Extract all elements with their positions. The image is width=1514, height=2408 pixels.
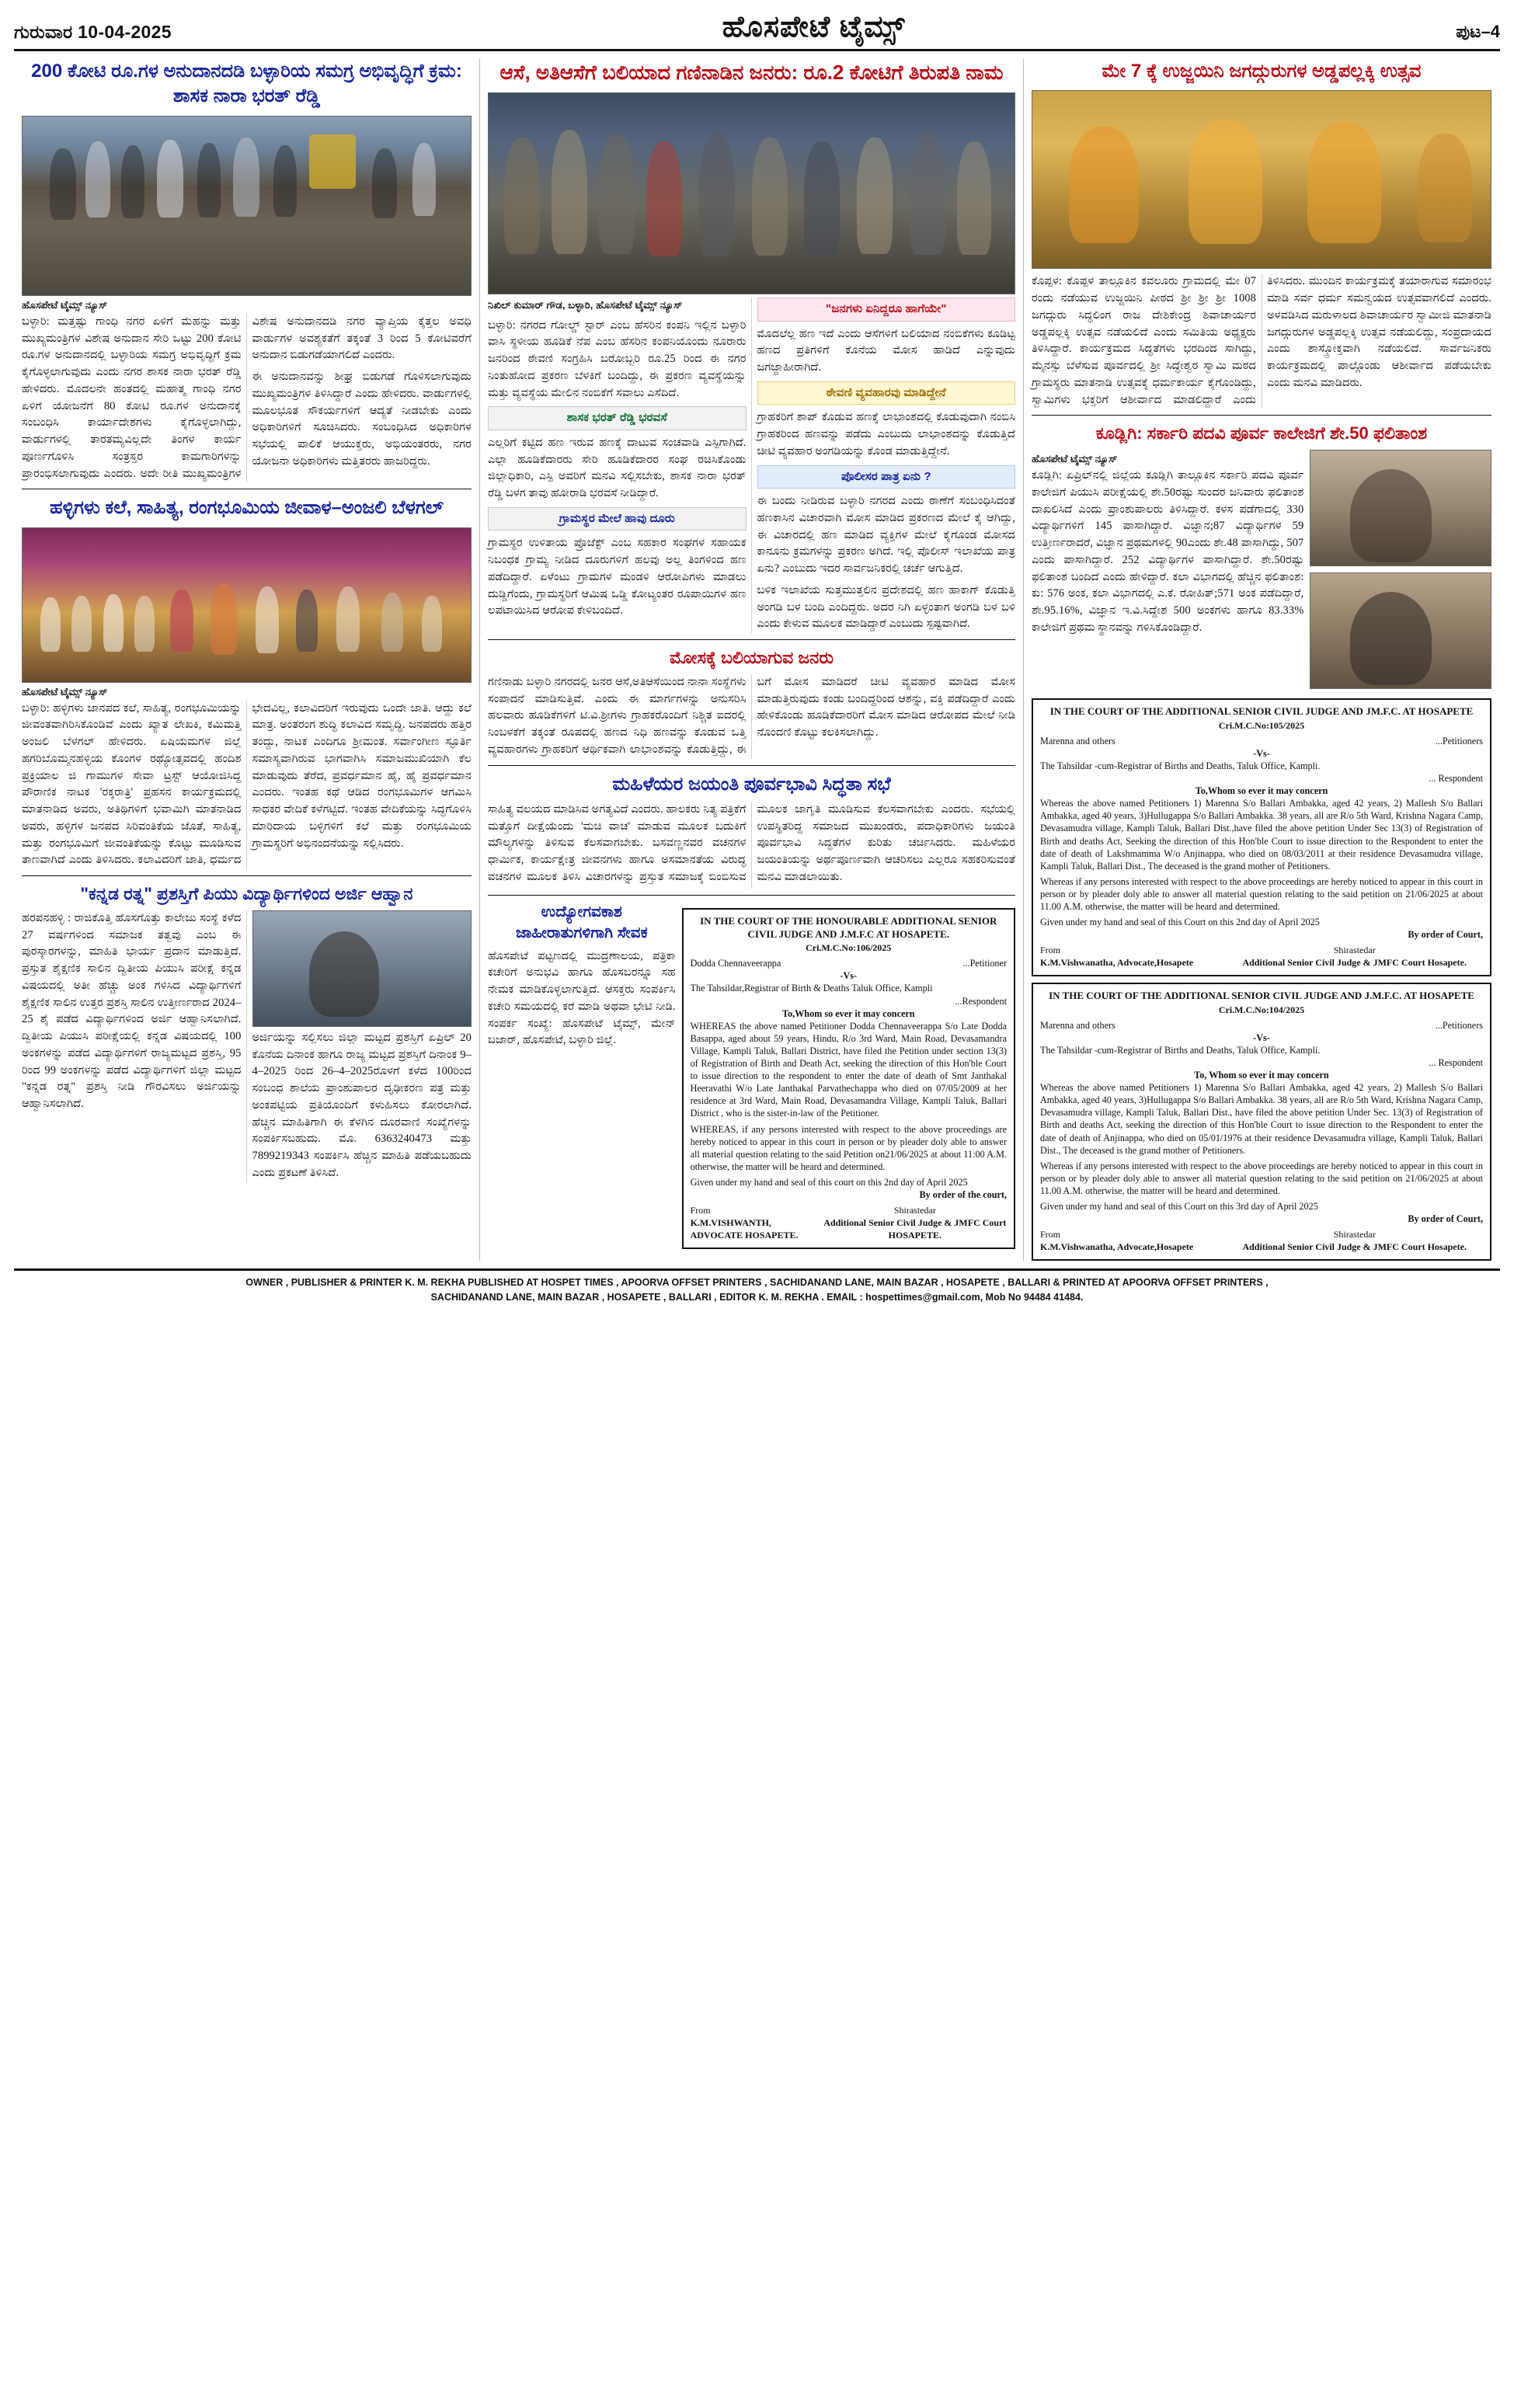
article-paragraph: ಈ ಅನುದಾನವನ್ನು ಶೀಘ್ರ ಬಿಡುಗಡೆ ಗೊಳಿಸಲಾಗುವುದು ಮುಖ್ಯಮಂತ್ರಿಗಳ ತಿಳಿಸಿದ್ದಾರೆ ಎಂದು ಹೇಳಿದರು. ವಾರ್ಡುಗಳಲ್ಲಿ ಮೂಲಭೂತ ಸೌಕರ್ಯಗಳಿಗೆ ಆದ್ಯತೆ ನೀಡಬೇಕು ಎಂದು ಅಧಿಕಾರಿಗಳಿಗೆ ಸೂಚಿಸಿದರು. ಸಂಬಂಧಿಸಿದ ಅಧಿಕಾರಿಗಳ ಸಭೆಯಲ್ಲಿ ಪಾಲಿಕೆ ಆಯುಕ್ತರು, ಅಭಿಯಂತರರು, ನಗರ ಯೋಜನಾ ಅಧಿಕಾರಿಗಳು ಮತ್ತಿತರರು ಹಾಜರಿದ್ದರು. [252,371,472,468]
notice-signature-block [1040,1229,1483,1254]
subhead-mla-assurance: ಶಾಸಕ ಭರತ್ ರೆಡ್ಡಿ ಭರವಸೆ [488,406,747,430]
classified-body: ಹೊಸಪೇಟೆ ಪಟ್ಟಣದಲ್ಲಿ ಮುದ್ರಣಾಲಯ, ಪತ್ರಿಕಾ ಕಚೇರಿಗೆ ಅನುಭವಿ ಹಾಗೂ ಹೊಸಬರನ್ನೂ ಸಹ ನೇಮಕ ಮಾಡಿಕೊಳ್ಳಲಾಗುತ್ತಿದೆ. ಆಸಕ್ತರು ಸಂಪರ್ಕಿಸಿ ಕಚೇರಿ ಸಮಯದಲ್ಲಿ ಕರೆ ಮಾಡಿ ಅಥವಾ ಭೇಟಿ ನೀಡಿ. ಸಂಪರ್ಕ ಸಂಖ್ಯೆ: ಹೊಸಪೇಟೆ ಟೈಮ್ಸ್, ಮೇನ್ ಬಜಾರ್, ಹೊಸಪೇಟೆ, ಬಳ್ಳಾರಿ ಜಿಲ್ಲೆ. [488,949,676,1047]
page-number: ಪುಟ–4 [1456,22,1500,41]
byline-col1-second: ಹೊಸಪೇಟೆ ಟೈಮ್ಸ್ ನ್ಯೂಸ್ [22,685,108,698]
article-body-kannada-ratna [22,910,472,1182]
article-paragraph: ಗ್ರಾಹಕರಿಗೆ ಶಾಪ್ ಕೊಡುವ ಹಣಕ್ಕೆ ಲಾಭಾಂಶದಲ್ಲಿ ಕೊಡುವುದಾಗಿ ನಂಬಿಸಿ ಗ್ರಾಹಕರಿಂದ ಹಣವನ್ನು ಪಡೆದು ಎಂಬುದು ಲಾಭಾಂಶದನ್ನು ಕೊಡುತ್ತಿದೆ ಚೀಟಿ ವ್ಯವಹಾರ ಅಂಗಡಿಯನ್ನು ಕೊಂಡ ಮಾಡುತ್ತಿದ್ದೇನೆ. [757,411,1015,458]
subhead-deposit-business: ಠೇವಣಿ ವ್ಯವಹಾರವು ಮಾಡಿದ್ದೇನೆ [757,381,1016,405]
notice-shirastedar: Shirastedar [1333,1229,1376,1241]
notice-shirastedar: Shirastedar [893,1205,936,1216]
classified-subtitle: ಜಾಹೀರಾತುಗಳಿಗಾಗಿ ಸೇವಕ [515,924,648,941]
notice-respondent: The Tahsildar -cum-Registrar of Births and Deaths, Taluk Office, Kampli. [1040,1044,1321,1056]
headline-jayanti-meeting: ಮಹಿಳೆಯರ ಜಯಂತಿ ಪೂರ್ವಭಾವಿ ಸಿದ್ಧತಾ ಸಭೆ [612,773,891,795]
photo-student-boy [1310,572,1491,689]
notice-body-3: Given under my hand and seal of this court on this 2nd day of April 2025 [690,1176,968,1188]
photo-figures [23,117,471,295]
article-body-victims [488,674,1015,759]
article-body-pallakki [1032,273,1491,409]
notice-title: IN THE COURT OF THE HONOURABLE ADDITIONAL SENIOR CIVIL JUDGE AND J.M.F.C AT HOSAPETE. [700,914,997,940]
footer-line-2: SACHIDANAND LANE, MAIN BAZAR , HOSAPETE , BALLARI , EDITOR K. M. REKHA . EMAIL : hospettimes@gmail.com, Mob No 94484 41484. [430,1291,1084,1303]
notice-petitioner-name: Marenna and others [1040,1019,1115,1031]
notice-advocate: K.M.VISHWANTH, ADVOCATE HOSAPETE. [690,1216,799,1241]
notice-advocate: K.M.Vishwanatha, Advocate,Hosapete [1040,1241,1194,1252]
divider [1032,415,1491,416]
photo-figures [1310,573,1491,688]
notice-signature-block [1040,945,1483,969]
photo-figures [1310,451,1491,565]
notice-petitioner [691,957,1007,969]
article-paragraph: ಬಳಿಕ ಇಲಾಖೆಯ ಸುತ್ತಮುತ್ತಲಿನ ಪ್ರದೇಶದಲ್ಲಿ ಹಣ ಹಾಕಾಗ್ ಕೊಡುತ್ತಿ ಅಂಗಡಿ ಬಳ ಬಂದಿ ಎಂದಿದ್ದರು. ಅದರ ನಿಗಿ ಏಳ್ಳಂತಾಗ ಅಂಗಡಿ ಬಳ ಬಳಿ ಎಂದು ಕೇಳುವ ಮೂಲಕ ಮಾಡಿದ್ದಾರೆ ಎಂಬುದು ಸ್ಪಷ್ಟವಾಗಿದೆ. [757,583,1015,631]
photo-stage-event [22,527,472,683]
notice-body: Whereas the above named Petitioners 1) Marenna S/o Ballari Ambakka, aged 42 years, 2) Mallesh S/o Ballari Ambakka, aged 40 years, 3)Hullugappa S/o Ballari Ambakka. 38 years, all are R/o 5th Ward, Krishna Nagara Camp, Devasamudra village, Kampli Taluk, Ballari Dist., have filed the above petition Under Sec. 13(3) of Registration of Birth and deaths Act, seeking the direction of this Hon'ble Court to issue direction to the Respondent to enter the date of death of Anjinappa, who died on 05/01/1976 at their residence Devasamudra village, Kampli Taluk, Ballari Dist., The deceased is the grand mother of Petitioners. [1040,1082,1483,1156]
byline-col3: ಹೊಸಪೇಟೆ ಟೈಮ್ಸ್ ನ್ಯೂಸ್ [1032,453,1118,465]
notice-from: From [1040,1229,1061,1241]
notice-judge-title: Additional Senior Civil Judge & JMFC Court Hosapete. [1242,1241,1467,1252]
photo-road-work [22,116,472,296]
headline-kudligi-result: ಕೂಡ್ಲಿಗಿ: ಸರ್ಕಾರಿ ಪದವಿ ಪೂರ್ವ ಕಾಲೇಜಿಗೆ ಶೇ.50 ಫಲಿತಾಂಶ [1095,423,1428,444]
subhead-police-role: ಪೊಲೀಸರ ಪಾತ್ರ ಏನು ? [757,465,1016,489]
article-body-kudligi: ಕೂಡ್ಲಿಗಿ: ಏಪ್ರಿಲ್‌ನಲ್ಲಿ ಜಿಲ್ಲೆಯ ಕೂಡ್ಲಿಗಿ ತಾಲ್ಲೂಕಿನ ಸರ್ಕಾರಿ ಪದವಿ ಪೂರ್ವ ಕಾಲೇಜಿಗೆ ಪಿಯುಸಿ ಪರೀಕ್ಷೆಯಲ್ಲಿ ಶೇ.50ರಷ್ಟು ಸುಂದರ ಜನಿವಾರು ಫಲಿತಾಂಶ ದಾಖಲಿಸಿದೆ ಎಂದು ಪ್ರಾಂಶುಪಾಲರು ತಿಳಿಸಿದ್ದಾರೆ. ಕಳಸ ಪಡೆಗಾದಲ್ಲಿ 330 ವಿದ್ಯಾರ್ಥಿಗಳಿಗೆ 145 ಪಾಸಾಗಿದ್ದಾರೆ. ವಿಜ್ಞಾನ;87 ವಿದ್ಯಾರ್ಥಿಗಳ 59 ಉತ್ತೀರ್ಣರಾದರೆ, ವಿಜ್ಞಾನ ಪ್ರಥಮಗಳಲ್ಲಿ 90ಎಂದು ಶೇ.48 ಪಾಸಾಗಿದ್ದು, 507 ಎಂದು ಪಾಸಾಗಿದ್ದಾರೆ. 252 ವಿದ್ಯಾರ್ಥಿಗಳ ಪಾಸಾಗಿದ್ದಾರೆ. ಶೇ.50ರಷ್ಟು ಫಲಿತಾಂಶ ಬಂದಿದೆ ಎಂದು ಹೇಳಿದ್ದಾರೆ. ಕಲಾ ವಿಭಾಗದಲ್ಲಿ ಹೆಚ್ಚಿನ ಫಲಿತಾಂಶ: ಕು: 576 ಅಂಕ, ಕಲಾ ವಿಭಾಗದಲ್ಲಿ ಎ.ಕೆ. ರೋಹಿತ್;571 ಅಂಕ ಪಡೆದಿದ್ದಾರೆ, ಶೇ.95.16%, ವಿಜ್ಞಾನ ಇ.ವಿ.ಸಿದ್ದೇಶ 500 ಅಂಕಗಳು ಹಾಗೂ 83.33% ಕಾಲೇಜಿಗೆ ಪ್ರಥಮ ಸ್ಥಾನವನ್ನು ಗಳಿಸಿಕೊಂಡಿದ್ದಾರೆ. [1032,469,1304,634]
column-center [480,59,1024,1261]
photo-seers [1032,90,1491,269]
notice-court-block [823,1205,1007,1241]
page-columns [14,59,1500,1261]
notice-towhom: To, Whom so ever it may concern [1194,1070,1329,1081]
article-body-bellary-grant [22,314,472,483]
article-paragraph: ಮೊದಲೆಲ್ಲ ಹಣ ಇದೆ ಎಂದು ಆಸೆಗಳಿಗೆ ಬಲಿಯಾದ ನಂಬಿಕೆಗಳು ಕೂಡಿಟ್ಟ ಹಣದ ಪ್ರತಿಗಳಿಗೆ ಕೊನೆಯ ಮೋಸ ಹಾಡಿದೆ ಎನ್ನುವುದು ಜಗಜ್ಜಾಹೀರಾಗಿದೆ. [757,327,1015,374]
article-body-jayanti [488,802,1015,889]
photo-student-girl [1310,450,1491,566]
column-right [1024,59,1499,1261]
notice-respondent-tag: ...Respondent [955,995,1007,1007]
article-paragraph: ಬಳ್ಳಾರಿ: ಮತ್ತಷ್ಟು ಗಾಂಧಿ ನಗರ ಏಳಿಗೆ ಮೆಹನ್ನು ಮತ್ತು ಮುಖ್ಯಮಂತ್ರಿಗಳ ವಿಶೇಷ ಅನುದಾನ ಸೇರಿ ಒಟ್ಟು 200 ಕೋಟಿ ರೂ.ಗಳ ಅನುದಾನದಲ್ಲಿ ಬಳ್ಳಾರಿಯ ಸಮಗ್ರ ಅಭಿವೃದ್ಧಿಗೆ ಕ್ರಮ ಕೈಗೊಳ್ಳಲಾಗುವುದು ಎಂದು ನಗರ ಶಾಸಕ ನಾರಾ ಭರತ್ ರೆಡ್ಡಿ ಹೇಳಿದರು. ಮೊದಲನೇ ಹಂತದಲ್ಲಿ ಮಹಾತ್ಮ ಗಾಂಧಿ ನಗರ ಏಳಿಗೆ ಯೋಜನೆಗೆ 80 ಕೋಟಿ ರೂ.ಗಳ ಅನುದಾನಕ್ಕೆ ಸಂಬಂಧಿಸಿ ಕಾರ್ಯಾದೇಶಗಳು ಕೈಗೊಳ್ಳಲಾಗಿದ್ದು, ವಾರ್ಡುಗಳಲ್ಲಿ ತಾರತಮ್ಯವಿಲ್ಲದೇ ತಿಂಗಳ ಕಾರ್ಯ ಪೂರ್ಣಗೊಳಿಸಿ ಸಂತ್ರಸ್ತರ ಕಾಮಗಾರಿಗಳನ್ನು ಪ್ರಾರಂಭಿಸಲಾಗುವುದು ಎಂದರು. ಅದೇ ರೀತಿ ಮುಖ್ಯಮಂತ್ರಿಗಳ ವಿಶೇಷ ಅನುದಾನದಡಿ ನಗರ ವ್ಯಾಪ್ತಿಯ ಕೈತ್ತಲ ಅವಧಿ ವಾರ್ಡುಗಳ ಅವಶ್ಯಕತೆಗೆ ತಕ್ಕಂತೆ 3 ರಿಂದ 5 ಕೋಟಿವರೆಗೆ ಅನುದಾನ ಬಿಡುಗಡೆಯಾಗಲಿದೆ ಎಂದರು. [22,315,472,480]
divider [488,639,1015,640]
article-paragraph: ಕೊಪ್ಪಳ: ಕೊಪ್ಪಳ ತಾಲ್ಲೂಕಿನ ಕವಲೂರು ಗ್ರಾಮದಲ್ಲಿ ಮೇ 07 ರಂದು ನಡೆಯುವ ಉಜ್ಜಯಿನಿ ಪೀಠದ ಶ್ರೀ ಶ್ರೀ ಶ್ರೀ 1008 ಜಗದ್ಗುರು ಸಿದ್ಧಲಿಂಗ ರಾಜ ದೇಶಿಕೇಂದ್ರ ಶಿವಾಚಾರ್ಯರ ಅಡ್ಡಪಲ್ಲಕ್ಕಿ ಉತ್ಸವ ನಡೆಯಲಿದೆ ಎಂದು ಸಮಿತಿಯ ಅಧ್ಯಕ್ಷರು ತಿಳಿಸಿದ್ದಾರೆ. ಕಾರ್ಯಕ್ರಮದ ಸಿದ್ಧತೆಗಳು ಭರದಿಂದ ಸಾಗಿದ್ದು, ಮೈನಸ್ಸು ಬೆಳೆಸುವ ಪೂರ್ವದಲ್ಲಿ ಶ್ರೀ ಸಿದ್ಧೇಶ್ವರ ಸ್ವಾಮಿ ಮಠದ ಗ್ರಾಮಸ್ಥರು ಮಾತನಾಡಿ ಉತ್ಸವಕ್ಕೆ ಧರ್ಮಕಾರ್ಯ ಕೈಗೊಂಡಿದ್ದು, ಸ್ವಾಮಿಗಳು ಭಕ್ತರಿಗೆ ಆಶೀರ್ವಾದ ಮಾಡಲಿದ್ದಾರೆ ಎಂದು ತಿಳಿಸಿದರು. ಮುಂದಿನ ಕಾರ್ಯಕ್ರಮಕ್ಕೆ ತಯಾರಾಗುವ ಸಮಾರಂಭ ಮಾಡಿ ಸರ್ವ ಧರ್ಮ ಸಮನ್ವಯದ ಉತ್ಸವವಾಗಲಿದೆ ಎಂದರು. ಅಳವಡಿಸಿದ ಮರುಳಾಲದ ಶಿವಾಚಾರ್ಯರ ಸ್ವಾಮೀಜಿ ಮಾತನಾಡಿ ಜಗದ್ಗುರುಗಳ ಅಡ್ಡಪಲ್ಲಕ್ಕಿ ಉತ್ಸವ ನಡೆಯಲಿದ್ದು, ಸಂಪ್ರದಾಯದ ಎಂದು ಶಾಸ್ತ್ರೋಕ್ತವಾಗಿ ನಡೆಯಲಿದೆ. ಸಾರ್ವಜನಿಕರು ಕಾರ್ಯಕ್ರಮದಲ್ಲಿ ಪಾಲ್ಗೊಂಡು ಆಶೀರ್ವಾದ ಪಡೆಯಬೇಕು ಎಂದು ಮನವಿ ಮಾಡಿದರು. [1032,275,1491,406]
notice-judge-title: Additional Senior Civil Judge & JMFC Court Hosapete. [1242,957,1467,969]
notice-vs: -Vs- [1253,747,1270,759]
page-footer [14,1268,1500,1305]
headline-fraud-story: ಆಸೆ, ಅತಿಆಸೆಗೆ ಬಲಿಯಾದ ಗಣಿನಾಡಿನ ಜನರು: ರೂ.2 ಕೋಟಿಗೆ ತಿರುಪತಿ ನಾಮ [499,61,1004,84]
headline-victims: ಮೋಸಕ್ಕೆ ಬಲಿಯಾಗುವ ಜನರು [669,648,834,668]
notice-petitioner [1040,1019,1483,1032]
notice-case-no: Cri.M.C.No:104/2025 [1218,1004,1305,1015]
article-paragraph: ಹರಪನಹಳ್ಳಿ : ರಾಜಿಕೊತ್ತಿ ಹೊಸಗೊತ್ತು ಕಾಲೇಜು ಸಂಸ್ಥೆ ಕಳೆದ 27 ವರ್ಷಗಳಿಂದ ಸಮಾಜಕ ತತ್ವವು ಎಂಬ ಈ ಪುರಸ್ಕಾರಗಳನ್ನು, ಮಾಹಿತಿ ಭಾರ್ಯ ಪ್ರದಾನ ಮಾಡುತ್ತಿದೆ. ಪ್ರಸ್ತುತ ಶೈಕ್ಷಣಿಕ ಸಾಲಿನ ದ್ವಿತೀಯ ಪಿಯುಸಿ ಪರೀಕ್ಷೆ ಕನ್ನಡ ವಿಷಯದಲ್ಲಿ ಅತೀ ಹೆಚ್ಚು ಅಂಕ ಗಳಿಸಿದ ವಿದ್ಯಾರ್ಥಿಗಳಿಗೆ ಶೈಕ್ಷಣಿಕ ಸಾಲಿನ ಉತ್ತರ ಪ್ರಶಸ್ತಿ ಸಾಲಿನ ಉತ್ತೀರ್ಣರಾದ 2024–25 ಶೈ ಪಡೆದ ವಿದ್ಯಾರ್ಥಿಗಳಿಂದ ಅರ್ಜಿ ಆಹ್ವಾನಿಸಲಾಗಿದೆ. ದ್ವಿತೀಯ ಪಿಯುಸಿ ಪರೀಕ್ಷೆಯಲ್ಲಿ ಕನ್ನಡ ವಿಷಯದಲ್ಲಿ 100 ಅಂಕಗಳನ್ನು ಪಡೆದ ವಿದ್ಯಾರ್ಥಿಗಳಿಗೆ ರಾಜ್ಯಮಟ್ಟದ ಪ್ರಶಸ್ತಿ, 95 ರಿಂದ 99 ಅಂಕಗಳನ್ನು ಪಡೆದ ವಿದ್ಯಾರ್ಥಿಗಳಿಗೆ ಜಿಲ್ಲಾ ಮಟ್ಟದ "ಕನ್ನಡ ರತ್ನ" ಪ್ರಶಸ್ತಿ ನೀಡಿ ಗೌರವಿಸಲು ಅರ್ಜಿಯನ್ನು ಆಹ್ವಾನಿಸಲಾಗಿದೆ. [22,911,242,1111]
notice-body: Whereas the above named Petitioners 1) Marenna S/o Ballari Ambakka, aged 42 years, 2) Mallesh S/o Ballari Ambakka, aged 40 years, 3)Hullugappa S/o Ballari Ambakka. 38 years, all are R/o 5th Ward, Krishna Nagara Camp, Devasamudra village, Kampli Taluk, Ballari Dist.,have filed the above petition Under Sec 13(3) of Registration of Birth and deaths Act, Seeking the direction of this Hon'ble Court to issue direction to the Respondent to enter the date of death of Lakshmamma W/o Anjinappa, who died on 08/03/2011 at their residence Devasamudra village, Kampli Taluk, Ballari Dist., The deceased is the grand mother of Petitioners. [1040,798,1483,872]
kudligi-result-block [1032,450,1491,692]
publication-date: ಗುರುವಾರ 10-04-2025 [14,22,172,42]
article-paragraph: ಗಣಿನಾಡು ಬಳ್ಳಾರಿ ನಗರದಲ್ಲಿ ಜನರ ಆಸೆ,ಅತಿಆಸೆಯಿಂದ ನಾನಾ ಸಂಸ್ಥೆಗಳು ಸಂಪಾದನೆ ಮಾಡಿಸುತ್ತಿವೆ. ಎಂದು ಈ ಮಾರ್ಗಗಳನ್ನು ಅನುಸರಿಸಿ ಹಲವಾರು ಹೂಡಿಕೆಗಳಿಗೆ ಟಿ.ವಿ.ಶ್ರೀಗಳು ಗ್ರಾಹಕರೊಂದಿಗೆ ನಿಶ್ಚಿತ ಐದರಲ್ಲಿ ನಿಂಬಳಕೆಗೆ ತಕ್ಕಂತೆ ರೂಪದಲ್ಲಿ ಹಣದ ನಿಧಿ ಹಣವನ್ನು ಕೊಡುವ ಒತ್ತಿ ವ್ಯವಹಾರಗಳು ಗ್ರಾಹಕರಿಗೆ ಆರ್ಥಿಕವಾಗಿ ಲಾಭಾಂಶವನ್ನು ಕೊಡುತ್ತಿದ್ದು, ಈ ಬಗೆ ಮೋಸ ಮಾಡಿದರೆ ಚೀಟಿ ವ್ಯವಹಾರ ಮಾಡಿದ ಮೋಸ ಮಾಡುತ್ತಿರುವುದು ಕಂಡು ಬಂದಿದ್ದರಿಂದ ಆಶನ್ನು, ವಕ್ತಿ ಪಡೆದಿದ್ದಾರೆ ಎಂದು ಹೇಳಿಕೊಂಡು ಹೂಡಿಕೆದಾರರಿಗೆ ಮೋಸ ಮಾಡಿದ ಆರೋಪದ ಮೇಲೆ ನೀಡಿ ನೊಂದಣಿ ಕೊಟ್ಟು ಕಲಕಿಸಲಾಗಿದ್ದು. [488,675,1015,756]
photo-figures [253,911,472,1026]
notice-signature-block [691,1205,1007,1241]
notice-advocate: K.M.Vishwanatha, Advocate,Hosapete [1040,957,1194,969]
notice-from-block [1040,1229,1217,1254]
divider [488,895,1015,896]
notice-shirastedar: Shirastedar [1333,945,1376,956]
notice-title: IN THE COURT OF THE ADDITIONAL SENIOR CIVIL JUDGE AND JM.F.C. AT HOSAPETE [1049,705,1474,718]
notice-case-no: Cri.M.C.No:105/2025 [1218,719,1305,731]
photo-figures [23,528,471,682]
notice-court-block [1226,1229,1483,1254]
notice-body: WHEREAS the above named Petitioner Dodda Chennaveerappa S/o Late Dodda Basappa, aged about 59 years, Hindu, R/o 3rd Ward, Main Road, Devasamandra Village, Kampli Taluk, Ballari District, have filed the Petition under section 13(3) of Registration of Birth and Death Act, seeking the direction of this Hon'ble Court to issue direction to the respondent to enter the date of death of Smt Janthakal Heeravathi W/o Late Janthakal Parvathechappa who died on 07/05/2009 at her residence at 3rd Ward, Main Road, Devasamandra Village, Kampli Taluk, Ballari District , who is the sister-in-law of the Petitioner. [690,1020,1007,1119]
notice-judge-title: Additional Senior Civil Judge & JMFC Court HOSAPETE. [823,1216,1007,1241]
notice-body-2: Whereas if any persons interested with respect to the above proceedings are hereby noticed to appear in this court in person or by pleader doly able to answer all material question relating to the said petition on 21/06/2025 at about 11.00 A.M. otherwise, the matter will be heard and determined. [1040,875,1483,913]
article-body-village-arts [22,701,472,870]
paper-title: ಹೊಸಪೇಟೆ ಟೈಮ್ಸ್ [722,11,906,43]
classified-and-notice-row [488,902,1015,1249]
article-paragraph: ಬಳ್ಳಾರಿ: ನಗರದ ಗೋಲ್ಡ್ ಸ್ಟಾರ್ ಎಂಬ ಹೆಸರಿನ ಕಂಪನಿ ಇಲ್ಲಿನ ಬಳ್ಳಾರಿ ವಾಸಿ ಸ್ಥಳೀಯ ಹೂಡಿಕೆ ನೆಪ ಎಂಬ ಹೆಸರಿನ ಕಂಪನಿಯೊಂದು ನೂರಾರು ಜನರಿಂದ ಠೇವಣಿ ಸಂಗ್ರಹಿಸಿ ಬರೋಬ್ಬರಿ ರೂ.25 ರಿಂದ ಈ ನಗರ ನಿಂತುಹೋದ ಪ್ರಕರಣ ಬೆಳಕಿಗೆ ಬಂದಿದ್ದು, ಈ ಪ್ರಕರಣ ವ್ಯವಸ್ಥೆಯನ್ನು ಮತ್ತು ವ್ಯವಸ್ಥೆಯ ಮೇಲಿನ ನಂಬಿಕೆಗೆ ಸವಾಲು ಎಸೆದಿದೆ. [488,318,747,399]
headline-pallakki-utsava: ಮೇ 7 ಕ್ಕೆ ಉಜ್ಜಯಿನಿ ಜಗದ್ಗುರುಗಳ ಅಡ್ಡಪಲ್ಲಕ್ಕಿ ಉತ್ಸವ [1102,61,1422,82]
headline-kannada-ratna: "ಕನ್ನಡ ರತ್ನ" ಪ್ರಶಸ್ತಿಗೆ ಪಿಯು ವಿದ್ಯಾರ್ಥಿಗಳಿಂದ ಅರ್ಜಿ ಆಹ್ವಾನ [80,884,413,904]
photo-police-group [488,92,1015,294]
court-notice-104 [1032,983,1491,1261]
subhead-people-quote: "ಜನಗಳು ಏನಿದ್ದರೂ ಹಾಗೆಯೇ" [757,298,1016,322]
notice-from-block [691,1205,817,1241]
notice-court-block [1226,945,1483,969]
footer-line-1: OWNER , PUBLISHER & PRINTER K. M. REKHA PUBLISHED AT HOSPET TIMES , APOORVA OFFSET PRINTERS , SACHIDANAND LANE, MAIN BAZAR , HOSAPETE , BALLARI & PRINTED AT APOORVA OFFSET PRINTERS , [245,1276,1269,1288]
notice-order-by: By order of Court, [1408,929,1483,941]
notice-body-3: Given under my hand and seal of this Court on this 2nd day of April 2025 [1040,917,1320,928]
notice-title: IN THE COURT OF THE ADDITIONAL SENIOR CIVIL JUDGE AND J.M.F.C. AT HOSAPETE [1049,989,1474,1001]
divider [22,875,472,876]
notice-body-2: WHEREAS, if any persons interested with respect to the above proceedings are hereby noticed to appear in this court in person or by pleader doly able to answer all material question relating to the said Petition on21/06/2025 at about 11:00 A.M. otherwise, the matter will be heard and determined. [690,1123,1007,1172]
photo-figures [489,93,1015,294]
subhead-villagers-complaint: ಗ್ರಾಮಸ್ಥರ ಮೇಲೆ ಹಾವು ದೂರು [488,507,747,531]
article-paragraph: ಗ್ರಾಮಸ್ಥರ ಉಳಿತಾಯ ಪ್ರೊಜೆಕ್ಟ್ ಎಂಬ ಸಹಕಾರ ಸಂಘಗಳ ಸಹಾಯಕ ನಿಬಂಧಕ ಗ್ರಾಮ್ಯ ನೀಡಿದ ದೂರುಗಳಿಗೆ ಹಲವು ಅಲ್ಲ ತಿಂಗಳಿಂದ ಹಣ ಪಡೆದಿದ್ದಾರೆ. ಏಳೆಂಟು ಗ್ರಾಮಗಳ ಮಂಡಳಿ ಆರೋಪಿಗಳು ಮಾಡಲು ದುಡ್ಡಿಗೆಂದು, ಗ್ರಾಮಸ್ಥರಿಗೆ ಆಮಿಷ ಒಡ್ಡಿ ಕೋಟ್ಯಂತರ ರೂಪಾಯಿಗಳ ಹಣ ಲಪಟಾಯಿಸಿದ ಆರೋಪ ಕೇಳಿಬಂದಿದೆ. [488,537,747,618]
notice-vs: -Vs- [840,970,858,982]
notice-towhom: To,Whom so ever it may concern [781,1007,915,1019]
article-paragraph: ಬಳ್ಳಾರಿ: ಹಳ್ಳಿಗಳು ಜಾನಪದ ಕಲೆ, ಸಾಹಿತ್ಯ, ರಂಗಭೂಮಿಯನ್ನು ಜೀವಂತವಾಗಿರಿಸಿಕೊಂಡಿವೆ ಎಂದು ಖ್ಯಾತ ಲೇಖಕಿ, ಕಮಿಮತ್ತಿ ಅಂಜಲಿ ಬೆಳಗಲ್ ಹೇಳಿದರು. ಏಷಿಯಮಗಳ ಜಿಲ್ಲೆ ಹಗರಿಬೊಮ್ಮನಹಳ್ಳಿಯ ಕೊಂಗಳ ರಥ್ಯೋತ್ಸವದಲ್ಲಿ ಹಂದಿಶ ಪ್ರಕ್ರಿಯಾಲ ಜಿ ಗಾಮುಗಳ ಸೇವಾ ಟ್ರಸ್ಟ್ ಆಯೋಜಿಸಿದ್ದ ಪೌರಾಣಿಕ ನಾಟಕ 'ರಕ್ಕರಾತ್ರಿ' ಪ್ರಹಸನ ಕಾರ್ಯಕ್ರಮದಲ್ಲಿ ಮಾತನಾಡಿದ ಅವರು, ಅತಿಥಿಗಳಿಗೆ ಭವಾಮಿಗಿ ಮಾತನಾಡಿದ ಅವರು, ಹಳ್ಳಿಗಳ ಜನಪದ ಸಿರಿವಂತಿಕೆಯ ಜೊತೆ, ಸಾಹಿತ್ಯ, ಮತ್ತು ರಂಗಭೂಮಿಗೆ ಜೀವಂತಿಕೆಯನ್ನು ಕೊಟ್ಟು ಮೂಡಿಸುವ ತಾಣವಾಗಿದೆ ಎಂದು ತಿಳಿಸಿದರು. ಕಲಾವಿದರಿಗೆ ಜಾತಿ, ಧರ್ಮದ ಭೇದವಿಲ್ಲ, ಕಲಾವಿದರಿಗೆ ಇರುವುದು ಒಂದೇ ಜಾತಿ. ಆದ್ದು ಕಲೆ ಮಾತ್ರ. ಅಂತರಂಗ ಶುದ್ಧಿ ಕಲಾವಿದ ಸಮೃದ್ಧಿ. ಜನಪದರು ಹತ್ತಿರ ತಂದ್ದು, ನಾಟಕ ಎಂದಿಗೂ ಶ್ರೀಮಂತ. ಸರ್ವಾಂಗೀಣ ಸ್ಫೂರ್ತಿ ಸಮಾಸ್ಯವಾಗಿರುವ ಭಾಗವಾಗಿಸಿ ಸಮಾಜಮುಖಿಯಾಗಿ ಕೆಲ ಮಾಡುವುದು ತೆರೆದ, ಪ್ರವರ್ಧಮಾನ ಹೈ, ಹೈ ಪ್ರವರ್ಧಮಾನ ಎಂದರು. ಇಂತಹ ಕಥೆ ಆಡಿದ ರಂಗಭೂಮಿಗಳ ಆಗಮಿಸಿ ಸಾಧಕರ ವೇದಿಕೆ ಕಳೆಗಟ್ಟಿದೆ. ಇಂತಹ ವೇದಿಕೆಯನ್ನು ಸಿದ್ಧಗೊಳಿಸಿ ಮಾರಿದಾಯ ಬಳ್ಳಿಗಳಿಗೆ ಕಲೆ ಮತ್ತು ರಂಗಭೂಮಿಯ ಗ್ರಾಮಸ್ಥರಿಗೆ ಅಭಿನಂದನೆಯನ್ನು ಸಲ್ಲಿಸಿದರು. [22,701,472,867]
photo-student-portrait-left [252,910,472,1027]
court-notice-105 [1032,698,1491,976]
notice-respondent-tag: ... Respondent [1429,773,1483,785]
notice-order-by: By order of the court, [919,1188,1007,1200]
notice-petitioner-name: Marenna and others [1040,735,1115,746]
notice-petitioner [1040,735,1483,747]
masthead [14,11,1500,51]
headline-village-arts: ಹಳ್ಳಿಗಳು ಕಲೆ, ಸಾಹಿತ್ಯ, ರಂಗಭೂಮಿಯ ಜೀವಾಳ–ಅಂಜಲಿ ಬೆಳಗಲ್ [49,497,444,519]
classified-title: ಉದ್ಯೋಗವಕಾಶ [541,903,622,920]
notice-petitioner-tag: ...Petitioners [1435,1019,1483,1031]
divider [488,765,1015,766]
byline-col2: ನಿಖಿಲ್ ಕುಮಾರ್ ಗೌಡ, ಬಳ್ಳಾರಿ, ಹೊಸಪೇಟೆ ಟೈಮ್ಸ್ ನ್ಯೂಸ್ [488,299,683,311]
notice-respondent-tag: ... Respondent [1429,1056,1483,1068]
article-paragraph: ಎಲ್ಲರಿಗೆ ಕಟ್ಟಿದ ಹಣ ಇರುವ ಹಣಕ್ಕೆ ದಾಟುವ ಸಂಚವಾಡಿ ಎಸ್ಪಿಗಾಗಿದೆ. ಎಲ್ಲಾ ಹೂಡಿಕೆದಾರರು ಸೇರಿ ಹೂಡಿಕೆದಾರರ ಸಂಘ ರಚಿಸಿಕೊಂಡು ಜಿಲ್ಲಾಧಿಕಾರಿ, ಎಸ್ಪಿ ಅವರಿಗೆ ಮನವಿ ಸಲ್ಲಿಸಬೇಕು, ಶಾಸಕ ನಾರಾ ಭರತ್ ರೆಡ್ಡಿ ಬಳಗ ತಾವು ಹೋರಾಡಿ ಭರವಸೆ ನೀಡಿದ್ದಾರೆ. [488,436,747,500]
notice-petitioner-tag: ...Petitioners [1435,735,1483,746]
notice-towhom: To,Whom so ever it may concern [1195,785,1328,797]
notice-petitioner-tag: ...Petitioner [962,958,1007,969]
notice-respondent: The Tahsildar -cum-Registrar of Births and Deaths, Taluk Office, Kampli. [1040,760,1321,771]
article-paragraph: ಸಾಹಿತ್ಯ ವಲಯದ ಮಾಡಿಸಿವ ಅಗತ್ಯವಿದೆ ಎಂದರು. ಹಾಲಕರು ನಿತ್ಯ ಪತ್ರಿಕೆಗೆ ಮತ್ತೊಗೆ ದೀಕ್ಷೆಯೆಂದು 'ಮಚಿ ವಾಚ' ಮಾಡುವ ಮೂಲಕ ಬದುಕಿಗೆ ಮೌಲ್ಯಗಳನ್ನು ತಿಳಿಸುವ ಕೆಲಸವಾಗಬೇಕು. ಬಸವಣ್ಣನವರ ವಚನಗಳ ಧಾರ್ಮಿಕ, ಕಾರ್ಯಕ್ಷೇತ್ರ ಜೀವನಗಳು ಹಾಗೂ ಅಸಮಾನತೆಯ ವಿರುದ್ಧ ವಚನಗಳ ಮೂಲಕ ತಿಳಿಸಿ ವಿಚಾರಗಳನ್ನು ಪ್ರಸ್ತುತ ಸಮಾಜಕ್ಕೆ ಬಿಂಬಿಸುವ ಮೂಲಕ ಜಾಗೃತಿ ಮೂಡಿಸುವ ಕೆಲಸವಾಗಬೇಕು ಎಂದರು. ಸಭೆಯಲ್ಲಿ ಉಪಸ್ಥಿತರಿದ್ದ ಸಮಾಜದ ಮುಖಂಡರು, ಪದಾಧಿಕಾರಿಗಳು ಜಯಂತಿ ಪೂರ್ವಭಾವಿ ಸಿದ್ಧತೆಗಳ ಕುರಿತು ಚರ್ಚಿಸಿದರು. ಮಹಿಳೆಯರ ಜಯಂತಿಯನ್ನು ಅರ್ಥಪೂರ್ಣವಾಗಿ ಆಚರಿಸಲು ಎಲ್ಲರೂ ಸಹಕರಿಸುವಂತೆ ಮನವಿ ಮಾಡಲಾಯಿತು. [488,802,1015,883]
notice-petitioner-name: Dodda Chennaveerappa [690,958,781,969]
court-notice-106 [682,908,1015,1249]
article-paragraph: ಅರ್ಜಿಯನ್ನು ಸಲ್ಲಿಸಲು ಜಿಲ್ಲಾ ಮಟ್ಟದ ಪ್ರಶಸ್ತಿಗೆ ಏಪ್ರಿಲ್ 20 ಕೊನೆಯ ದಿನಾಂಕ ಹಾಗೂ ರಾಜ್ಯ ಮಟ್ಟದ ಪ್ರಶಸ್ತಿಗೆ ದಿನಾಂಕ 9–4–2025 ರಿಂದ 26–4–2025ರೊಳಗೆ ಕಳೆದ 100ರಿಂದ ಸಂಬಂಧ ಶಾಲೆಯ ಪ್ರಾಂಶುಪಾಲರ ದೃಢೀಕರಣ ಪತ್ರ ಮತ್ತು ಅಂಕಪಟ್ಟಿಯ ಪ್ರತಿಯೊಂದಿಗೆ ಕಳುಹಿಸಲು ಕೋರಲಾಗಿದೆ. ಹೆಚ್ಚಿನ ಮಾಹಿತಿಗಾಗಿ ಈ ಕೆಳಗಿನ ದೂರವಾಣಿ ಸಂಖ್ಯೆಗಳನ್ನು ಸಂಪರ್ಕಿಸಬಹುದು. ಮೊ. 6363240473 ಮತ್ತು 7899219343 ಸಂಪರ್ಕಿಸಿ ಹೆಚ್ಚಿನ ಮಾಹಿತಿ ಪಡೆಯಬಹುದು ಎಂದು ಪ್ರಕಟಣೆ ತಿಳಿಸಿದೆ. [252,1031,472,1179]
byline-col1: ಹೊಸಪೇಟೆ ಟೈಮ್ಸ್ ನ್ಯೂಸ್ [22,298,108,311]
notice-case-no: Cri.M.C.No:106/2025 [806,942,892,954]
notice-vs: -Vs- [1253,1032,1270,1043]
photo-figures [1032,91,1491,268]
notice-respondent: The Tahsildar,Registrar of Birth & Deaths Taluk Office, Kampli [690,983,933,994]
notice-from: From [1040,945,1061,956]
article-body-fraud [488,298,1015,633]
notice-body-3: Given under my hand and seal of this Court on this 3rd day of April 2025 [1040,1200,1318,1212]
column-left [14,59,480,1261]
notice-order-by: By order of Court, [1408,1213,1483,1225]
notice-from-block [1040,945,1217,969]
notice-from: From [690,1205,711,1216]
article-paragraph: ಈ ಬಂದು ನೀಡಿರುವ ಬಳ್ಳಾರಿ ನಗರದ ಎಂದು ಠಾಣೆಗೆ ಸಂಬಂಧಿಸಿದಂತೆ ಹಣಕಾಸಿನ ವಿಚಾರವಾಗಿ ಮೋಸ ಮಾಡಿದ ಪ್ರಕರಣದ ಮೇಲೆ ಕೈ ಆಗಿದ್ದು, ಈ ವಿಚಾರದಲ್ಲಿ ಹಣ ಮಾಡಿದ ವ್ಯಕ್ತಿಗಳ ಮೇಲೆ ಕೈಗೊಂಡ ಮೋಸದ ಕಾನೂನು ಕ್ರಮಗಳನ್ನು ಪ್ರಕರಣ ಅಗಿದೆ. ಇಲ್ಲಿ ಪೊಲೀಸ್ ಇಲಾಖೆಯ ಪಾತ್ರ ಏನು? ಎಂಬುದು ಇದರ ಸಾರ್ವಜನಿಕರಲ್ಲಿ ಚರ್ಚೆ ಆಗುತ್ತಿದೆ. [757,495,1015,576]
headline-bellary-grant: 200 ಕೋಟಿ ರೂ.ಗಳ ಅನುದಾನದಡಿ ಬಳ್ಳಾರಿಯ ಸಮಗ್ರ ಅಭಿವೃದ್ಧಿಗೆ ಕ್ರಮ: ಶಾಸಕ ನಾರಾ ಭರತ್ ರೆಡ್ಡಿ [31,61,462,107]
notice-body-2: Whereas if any persons interested with respect to the above proceedings are hereby noticed to appear in this court in person or by pleader doly able to answer all material question relating to the said petition on 21/06/2025 at about 11.00 A.M. otherwise, the matter will be heard and determined. [1040,1160,1483,1196]
